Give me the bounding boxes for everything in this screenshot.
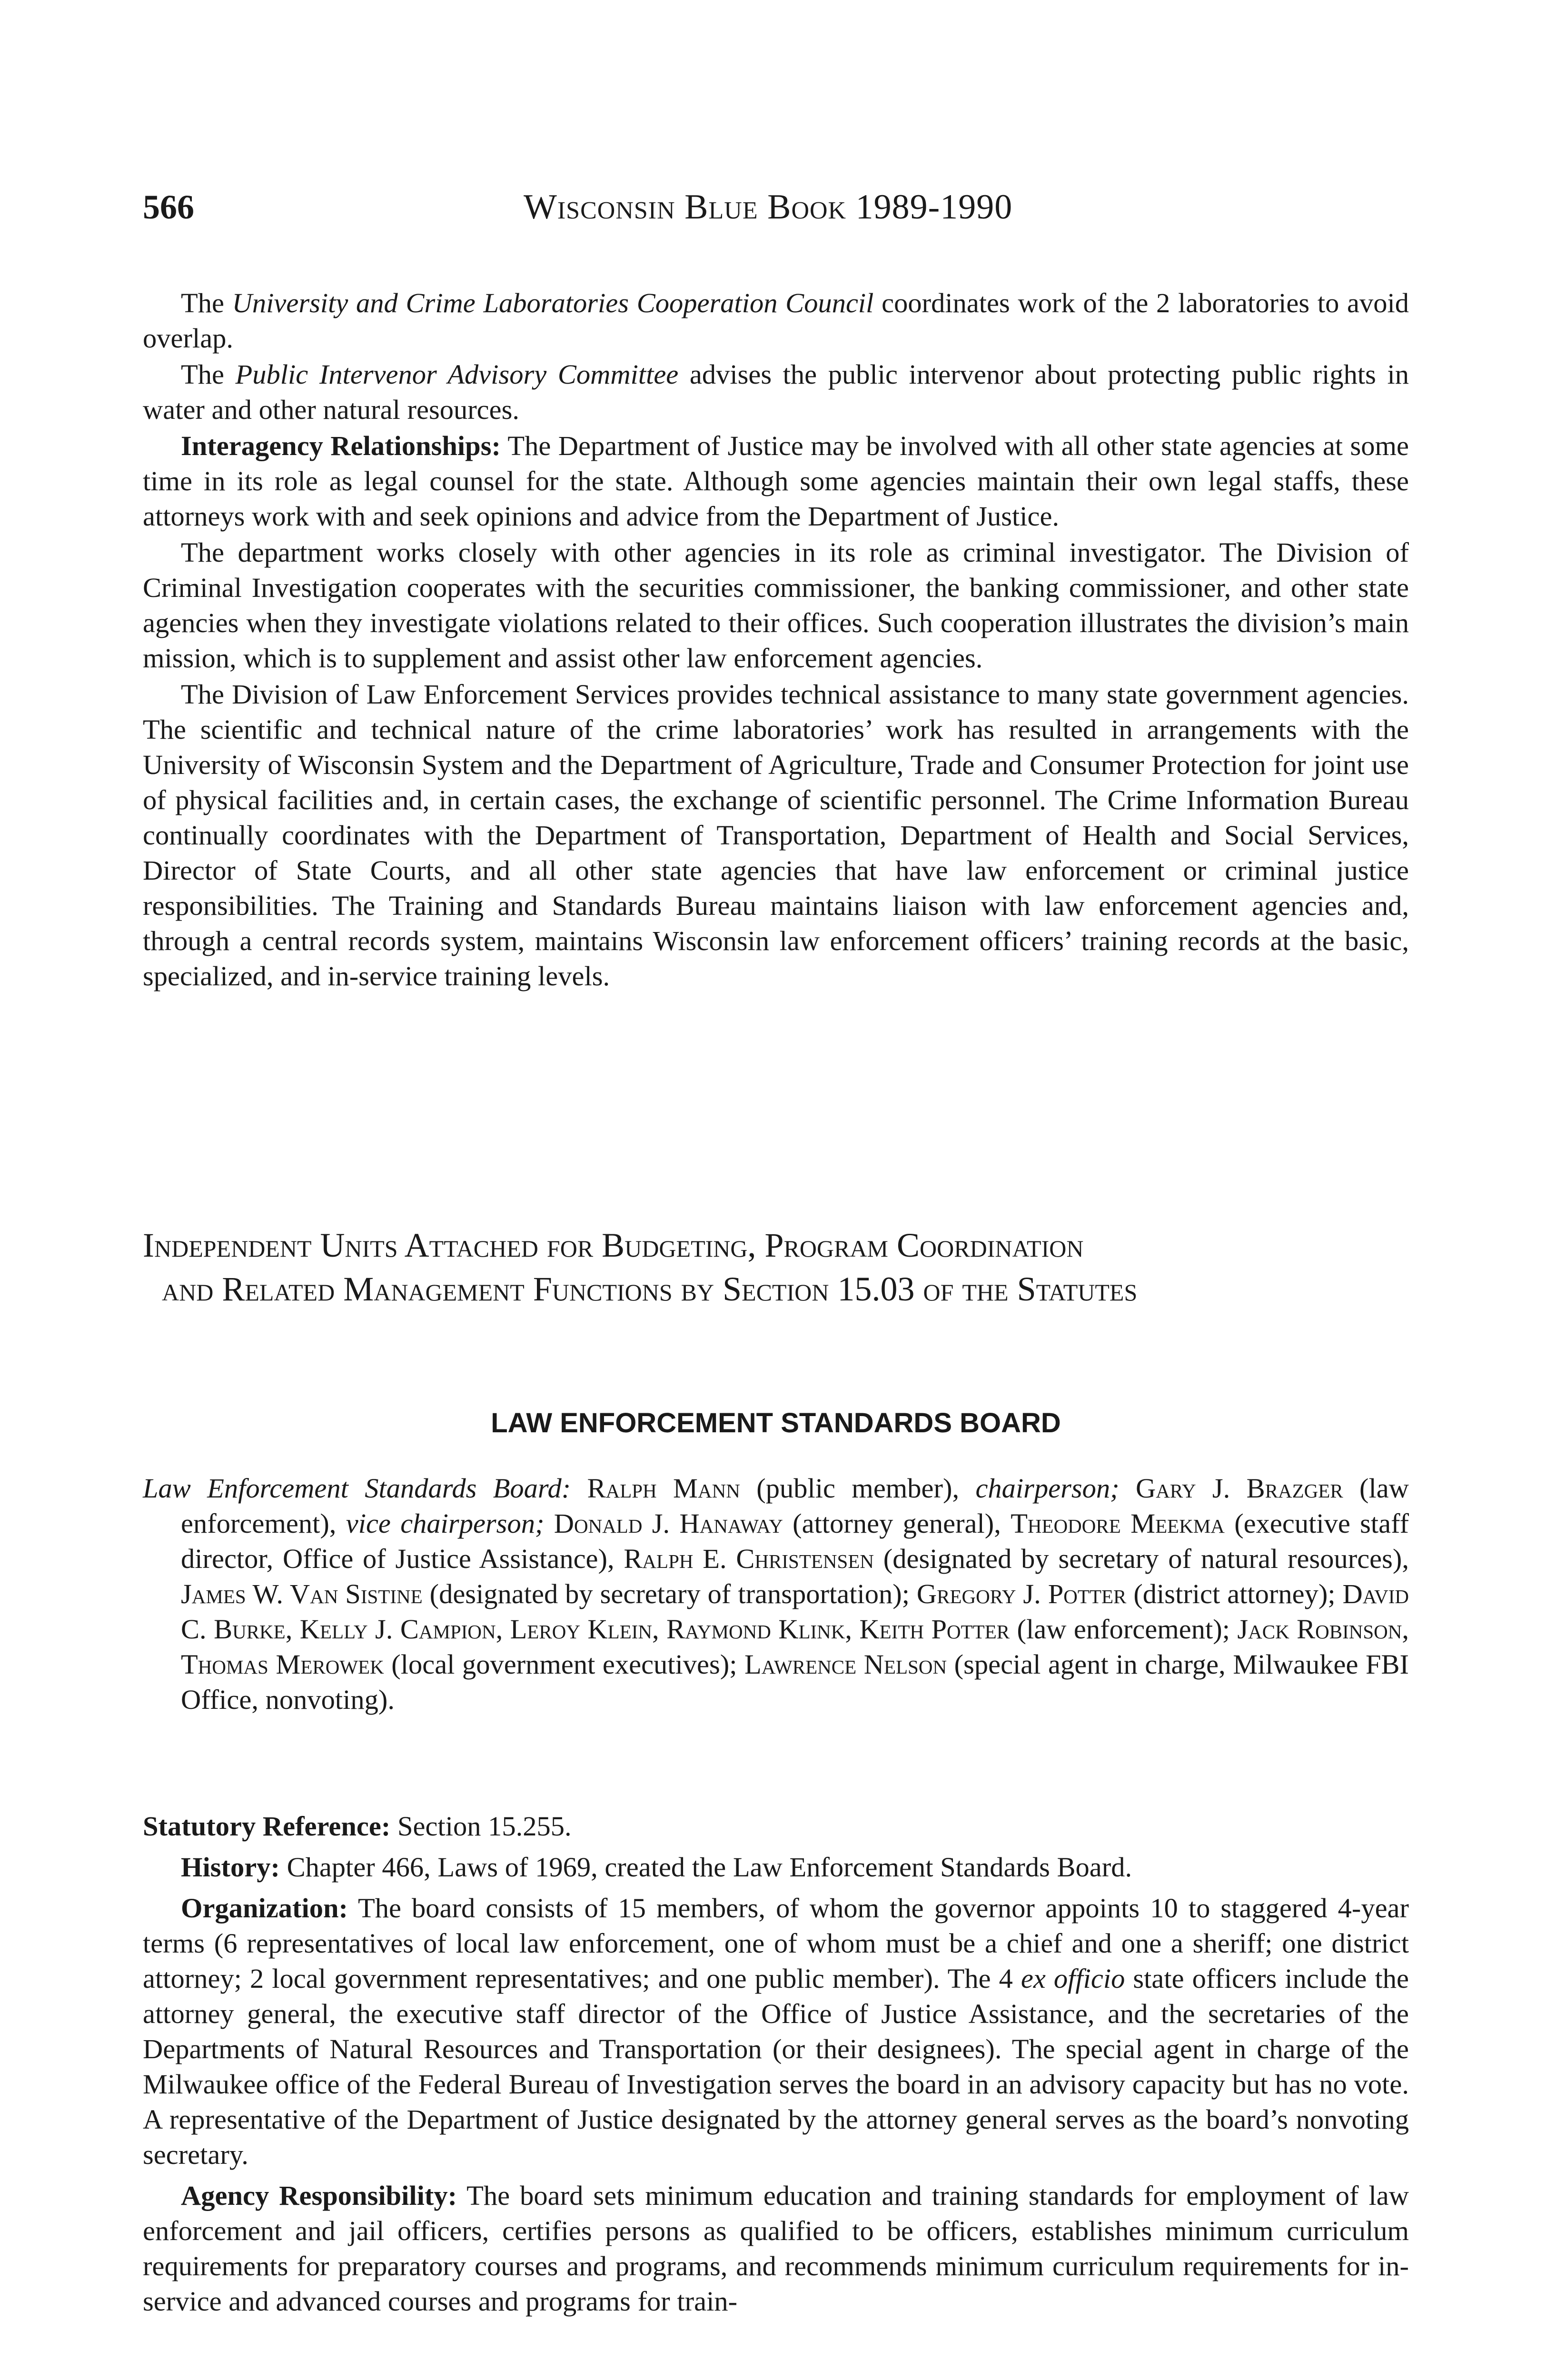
members-label: Law Enforcement Standards Board: <box>143 1473 571 1504</box>
member-role: (designated by secretary of transportation); <box>422 1578 917 1609</box>
run-in-heading: Organization: <box>181 1893 348 1924</box>
member-name: Gary J. Brazger <box>1119 1473 1343 1504</box>
paragraph-organization <box>143 1891 1409 2172</box>
member-role: (public member), <box>740 1473 976 1504</box>
member-name: Jack Robinson, Thomas Merowek <box>181 1614 1409 1680</box>
running-head <box>143 183 1409 231</box>
member-role: (district attorney); <box>1126 1578 1343 1609</box>
member-name: Lawrence Nelson <box>744 1649 947 1680</box>
ex-officio-term: ex officio <box>1021 1963 1125 1994</box>
run-in-heading: Statutory Reference: <box>143 1811 391 1842</box>
agency-relations-text <box>143 286 1409 994</box>
member-role: (attorney general), <box>783 1508 1011 1539</box>
member-name: Donald J. Hanaway <box>544 1508 783 1539</box>
paragraph-text: The Department of Justice may be involved with all other state agencies at some time in its role as legal counsel for the state. Although some agencies maintain their own legal staffs, these attorneys work with and seek opinions and advice from the Department of Justice. <box>143 430 1409 532</box>
member-role: (special agent in charge, Milwaukee FBI Office, nonvoting). <box>181 1649 1409 1715</box>
page-number: 566 <box>143 188 194 226</box>
section-heading-line-2: and Related Management Functions by Section 15.03 of the Statutes <box>162 1270 1138 1308</box>
paragraph-text: Section 15.255. <box>390 1811 572 1842</box>
paragraph-text: advises the public intervenor about protecting public rights in water and other natural resources. <box>143 359 1409 425</box>
paragraph-agency-responsibility <box>143 2178 1409 2319</box>
member-name: Ralph Mann <box>587 1473 740 1504</box>
member-title: vice chairperson; <box>346 1508 545 1539</box>
section-heading <box>143 1223 1409 1311</box>
paragraph-text: state officers include the attorney general, the executive staff director of the Office of Justice Assistance, and the secretaries of the Departments of Natural Resources and Transportation (or their designees). The special agent in charge of the Milwaukee office of the Federal Bureau of Investigation serves the board in an advisory capacity but has no vote. A representative of the Department of Justice designated by the attorney general serves as the board’s nonvoting secretary. <box>143 1963 1409 2170</box>
member-role: (law enforcement), <box>181 1473 1409 1539</box>
paragraph-criminal-investigator: The department works closely with other agencies in its role as criminal investigator. The Division of Criminal Investigation cooperates with the securities commissioner, the banking commissioner, and other state agencies when they investigate violations related to their offices. Such cooperation illustrates the division’s main mission, which is to supplement and assist other law enforcement agencies. <box>143 537 1409 674</box>
member-name: Theodore Meekma <box>1011 1508 1225 1539</box>
member-name: David C. Burke, Kelly J. Campion, Leroy Klein, Raymond Klink, Keith Potter <box>181 1578 1409 1645</box>
paragraph-interagency <box>143 428 1409 534</box>
run-in-heading: Agency Responsibility: <box>181 2180 457 2211</box>
board-title: LAW ENFORCEMENT STANDARDS BOARD <box>491 1408 1061 1438</box>
board-description <box>143 1809 1409 2319</box>
paragraph-law-enforcement-services: The Division of Law Enforcement Services provides technical assistance to many state government agencies. The scientific and technical nature of the crime laboratories’ work has resulted in arrangements with the University of Wisconsin System and the Department of Agriculture, Trade and Consumer Protection for joint use of physical facilities and, in certain cases, the exchange of scientific personnel. The Crime Information Bureau continually coordinates with the Department of Transportation, Department of Health and Social Services, Director of State Courts, and all other state agencies that have law enforcement or criminal justice responsibilities. The Training and Standards Bureau maintains liaison with law enforcement agencies and, through a central records system, maintains Wisconsin law enforcement officers’ training records at the basic, specialized, and in-service training levels. <box>143 679 1409 992</box>
section-heading-line-1: Independent Units Attached for Budgeting, Program Coordination <box>143 1226 1084 1264</box>
board-members <box>143 1471 1409 1717</box>
run-in-heading: History: <box>181 1852 280 1883</box>
run-in-heading: Interagency Relationships: <box>181 430 501 461</box>
paragraph-university-council: The University and Crime Laboratories Cooperation Council coordinates work of the 2 laboratories to avoid overlap. <box>143 288 1409 354</box>
member-role: (designated by secretary of natural resources), <box>873 1543 1409 1574</box>
member-name: Ralph E. Christensen <box>624 1543 874 1574</box>
paragraph-public-intervenor: The Public Intervenor Advisory Committee advises the public intervenor about protecting public rights in water and other natural resources. <box>143 359 1409 425</box>
paragraph-history <box>143 1850 1409 1885</box>
member-role: (local government executives); <box>384 1649 745 1680</box>
member-title: chairperson; <box>975 1473 1120 1504</box>
paragraph-text: The board sets minimum education and training standards for employment of law enforcement and jail officers, certifies persons as qualified to be officers, establishes minimum curriculum requirements for preparatory courses and programs, and recommends minimum curriculum requirements for in-service and advanced courses and programs for train- <box>143 2180 1409 2317</box>
paragraph-statutory <box>143 1809 1409 1844</box>
paragraph-text: Chapter 466, Laws of 1969, created the Law Enforcement Standards Board. <box>279 1852 1132 1883</box>
paragraph-text: The board consists of 15 members, of whom the governor appoints 10 to staggered 4-year terms (6 representatives of local law enforcement, one of whom must be a chief and one a sheriff; one district attorney; 2 local government representatives; and one public member). The 4 <box>143 1893 1409 1994</box>
member-role: (executive staff director, Office of Justice Assistance), <box>181 1508 1409 1574</box>
paragraph-text: coordinates work of the 2 laboratories to avoid overlap. <box>143 288 1409 354</box>
member-name: Gregory J. Potter <box>916 1578 1127 1609</box>
book-title: Wisconsin Blue Book 1989-1990 <box>524 188 1013 227</box>
member-name: James W. Van Sistine <box>181 1578 423 1609</box>
member-role: (law enforcement); <box>1010 1614 1238 1645</box>
committee-name: Public Intervenor Advisory Committee <box>235 359 679 390</box>
council-name: University and Crime Laboratories Cooperation Council <box>232 288 874 318</box>
